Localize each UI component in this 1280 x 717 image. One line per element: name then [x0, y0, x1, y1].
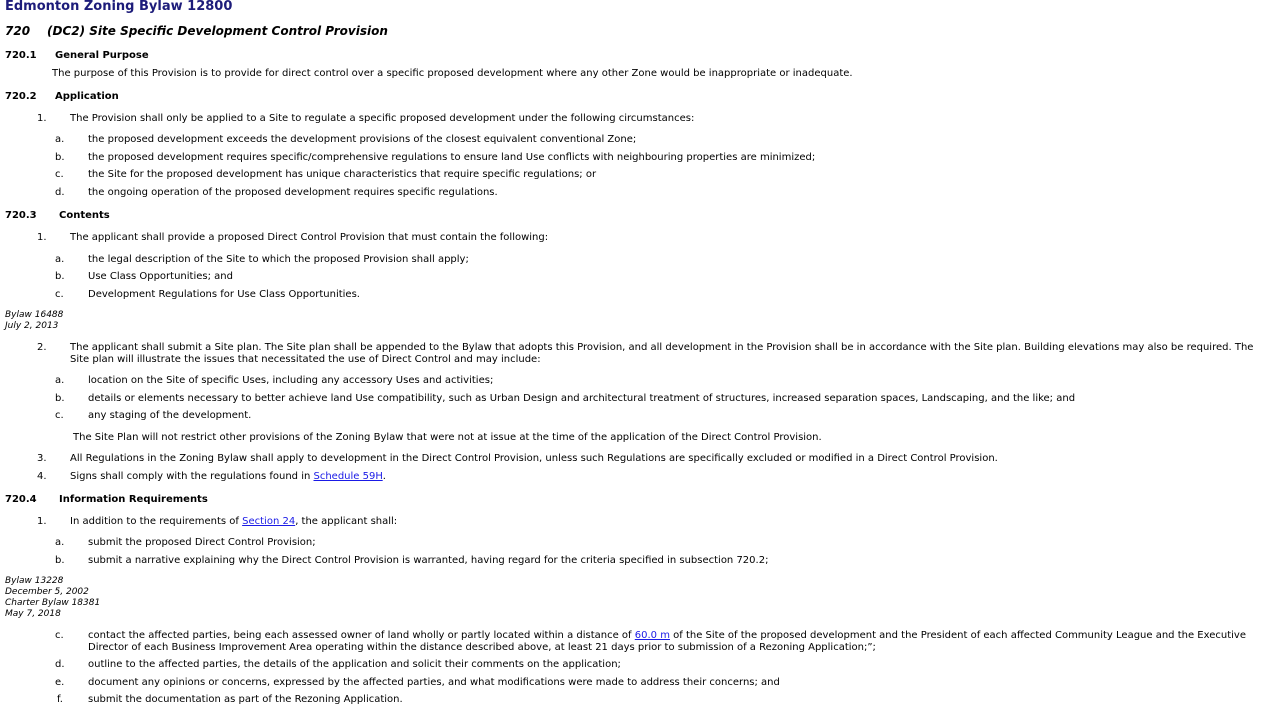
list-item: the Site for the proposed development has unique characteristics that require specific regulations; or	[88, 169, 597, 180]
list-item: outline to the affected parties, the details of the application and solicit their comments on the application;	[88, 659, 621, 670]
list-item: submit the documentation as part of the Rezoning Application.	[88, 694, 403, 705]
text-run: Signs shall comply with the regulations found in	[70, 471, 314, 482]
provision-title: (DC2) Site Specific Development Control Provision	[47, 24, 388, 38]
list-marker: a.	[55, 134, 65, 145]
list-marker: a.	[55, 537, 65, 548]
list-marker: 3.	[37, 453, 47, 464]
list-item: Development Regulations for Use Class Opportunities.	[88, 289, 360, 300]
list-item: details or elements necessary to better achieve land Use compatibility, such as Urban Design and architectural treatment of structures, increased separation spaces, Landscaping, and the like; and	[88, 393, 1076, 404]
list-marker: d.	[55, 659, 65, 670]
section-heading-information-requirements	[5, 494, 208, 505]
list-marker: a.	[55, 375, 65, 386]
list-marker: a.	[55, 254, 65, 265]
list-marker: 1.	[37, 232, 47, 243]
contents-item-3: All Regulations in the Zoning Bylaw shall apply to development in the Direct Control Provision, unless such Regulations are specifically excluded or modified in a Direct Control Provision.	[70, 453, 998, 464]
list-marker: c.	[55, 289, 64, 300]
bylaw-note	[5, 310, 63, 332]
list-marker: e.	[55, 677, 65, 688]
text-run: contact the affected parties, being each assessed owner of land wholly or partly located within a distance of	[88, 630, 635, 641]
section-heading-general-purpose	[5, 50, 149, 61]
list-marker: 4.	[37, 471, 47, 482]
list-item: the proposed development requires specific/comprehensive regulations to ensure land Use conflicts with neighbouring properties are minimized;	[88, 152, 816, 163]
section-title: Contents	[59, 210, 110, 221]
list-marker: 2.	[37, 342, 47, 353]
list-marker: c.	[55, 630, 64, 641]
list-item: Use Class Opportunities; and	[88, 271, 233, 282]
section-title: Information Requirements	[59, 494, 208, 505]
text-run: In addition to the requirements of	[70, 516, 243, 527]
list-item: document any opinions or concerns, expressed by the affected parties, and what modifications were made to address their concerns; and	[88, 677, 780, 688]
list-item	[88, 630, 1275, 654]
section-number: 720.4	[5, 494, 37, 505]
provision-heading	[5, 24, 388, 38]
note-line: Bylaw 13228	[5, 576, 64, 586]
note-line: December 5, 2002	[5, 587, 89, 597]
list-marker: b.	[55, 393, 65, 404]
list-marker: b.	[55, 271, 65, 282]
note-line: July 2, 2013	[5, 321, 59, 331]
list-item: location on the Site of specific Uses, including any accessory Uses and activities;	[88, 375, 494, 386]
list-item: the ongoing operation of the proposed development requires specific regulations.	[88, 187, 498, 198]
schedule-59h-link[interactable]: Schedule 59H	[313, 471, 383, 482]
list-marker: b.	[55, 555, 65, 566]
note-line: Charter Bylaw 18381	[5, 598, 101, 608]
text-run: , the applicant shall:	[295, 516, 398, 527]
section-title: Application	[55, 91, 119, 102]
list-marker: 1.	[37, 516, 47, 527]
list-marker: 1.	[37, 113, 47, 124]
text-run: of the Site of the proposed development and the President of each affected Community League and the Executive Director of each Business Improvement Area operating within the distance described above, at least 21 days prior to submission of a Rezoning Application;”;	[88, 630, 1246, 653]
list-item: the legal description of the Site to which the proposed Provision shall apply;	[88, 254, 469, 265]
list-item: any staging of the development.	[88, 410, 252, 421]
list-marker: d.	[55, 187, 65, 198]
section-number: 720.3	[5, 210, 37, 221]
section-number: 720.2	[5, 91, 37, 102]
note-line: Bylaw 16488	[5, 310, 64, 320]
provision-number: 720	[5, 24, 31, 38]
section-heading-contents	[5, 210, 110, 221]
general-purpose-text: The purpose of this Provision is to provide for direct control over a specific proposed development where any other Zone would be inappropriate or inadequate.	[52, 68, 853, 79]
info-item-1	[70, 516, 397, 527]
list-item: submit a narrative explaining why the Direct Control Provision is warranted, having regard for the criteria specified in subsection 720.2;	[88, 555, 769, 566]
section-number: 720.1	[5, 50, 37, 61]
contents-item-2: The applicant shall submit a Site plan. The Site plan shall be appended to the Bylaw that adopts this Provision, and all development in the Provision shall be in accordance with the Site plan. Building elevations may also be required. The Site plan will illustrate the issues that necessitated the use of Direct Control and may include:	[70, 342, 1254, 365]
list-marker: f.	[57, 694, 63, 705]
section-title: General Purpose	[55, 50, 149, 61]
site-plan-note: The Site Plan will not restrict other provisions of the Zoning Bylaw that were not at issue at the time of the application of the Direct Control Provision.	[73, 432, 822, 443]
note-line: May 7, 2018	[5, 609, 61, 619]
list-item: submit the proposed Direct Control Provision;	[88, 537, 316, 548]
contents-item-4	[70, 471, 386, 482]
application-item-1: The Provision shall only be applied to a Site to regulate a specific proposed development under the following circumstances:	[70, 113, 695, 124]
section-heading-application	[5, 91, 119, 102]
contents-item-1: The applicant shall provide a proposed Direct Control Provision that must contain the following:	[70, 232, 549, 243]
document-title: Edmonton Zoning Bylaw 12800	[5, 0, 233, 14]
list-marker: b.	[55, 152, 65, 163]
list-item: the proposed development exceeds the development provisions of the closest equivalent conventional Zone;	[88, 134, 637, 145]
bylaw-note	[5, 576, 100, 620]
section-24-link[interactable]: Section 24	[242, 516, 296, 527]
list-marker: c.	[55, 169, 64, 180]
distance-link[interactable]: 60.0 m	[634, 630, 670, 641]
list-marker: c.	[55, 410, 64, 421]
text-run: .	[382, 471, 386, 482]
